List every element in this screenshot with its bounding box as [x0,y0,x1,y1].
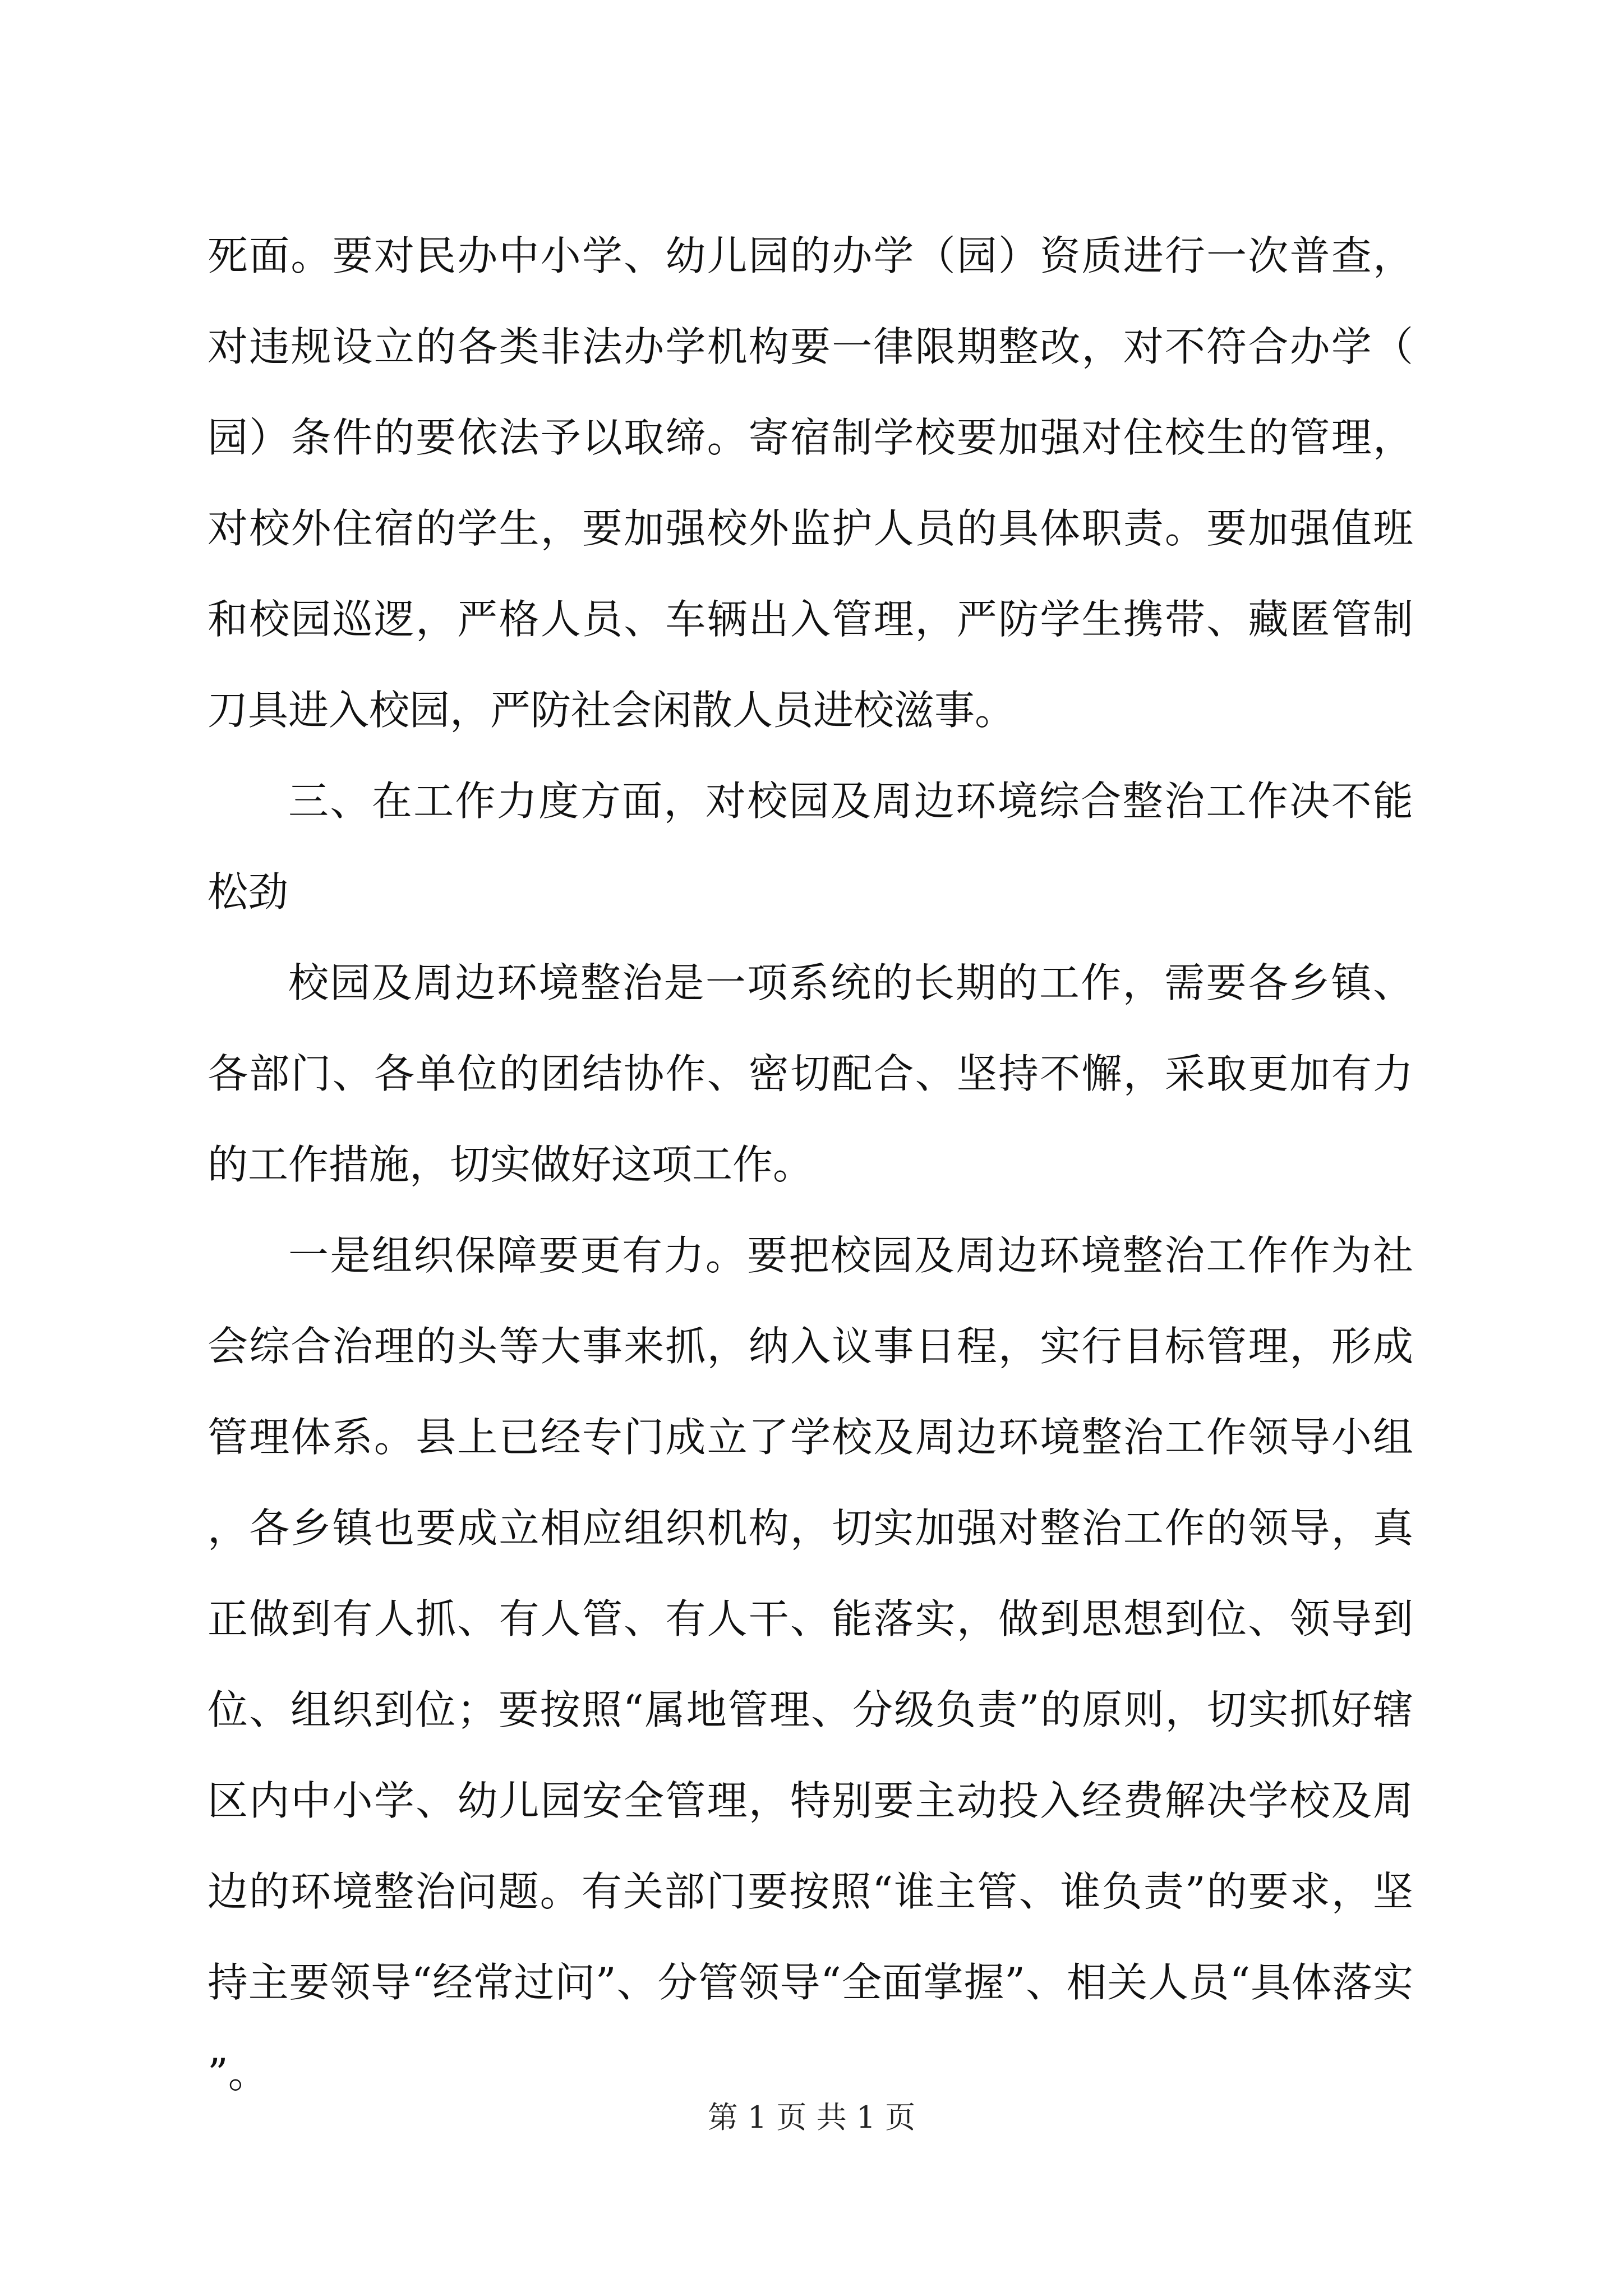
paragraph-intro: 校园及周边环境整治是一项系统的长期的工作，需要各乡镇、各部门、各单位的团结协作、密切配合、坚持不懈，采取更加有力的工作措施，切实做好这项工作。 [208,959,1413,1188]
document-body [208,210,1413,2119]
paragraph-organization: 一是组织保障要更有力。要把校园及周边环境整治工作作为社会综合治理的头等大事来抓，纳入议事日程，实行目标管理，形成管理体系。县上已经专门成立了学校及周边环境整治工作领导小组，各乡镇也要成立相应组织机构，切实加强对整治工作的领导，真正做到有人抓、有人管、有人干、能落实，做到思想到位、领导到位、组织到位；要按照“属地管理、分级负责”的原则，切实抓好辖区内中小学、幼儿园安全管理，特别要主动投入经费解决学校及周边的环境整治问题。有关部门要按照“谁主管、谁负责”的要求，坚持主要领导“经常过问”、分管领导“全面掌握”、相关人员“具体落实”。 [208,1232,1413,2097]
paragraph-continuation: 死面。要对民办中小学、幼儿园的办学（园）资质进行一次普查，对违规设立的各类非法办学机构要一律限期整改，对不符合办学（园）条件的要依法予以取缔。寄宿制学校要加强对住校生的管理，对校外住宿的学生，要加强校外监护人员的具体职责。要加强值班和校园巡逻，严格人员、车辆出入管理，严防学生携带、藏匿管制刀具进入校园，严防社会闲散人员进校滋事。 [208,232,1413,734]
section-heading: 三、在工作力度方面，对校园及周边环境综合整治工作决不能松劲 [208,777,1413,915]
page-footer: 第 1 页 共 1 页 [707,2100,916,2135]
